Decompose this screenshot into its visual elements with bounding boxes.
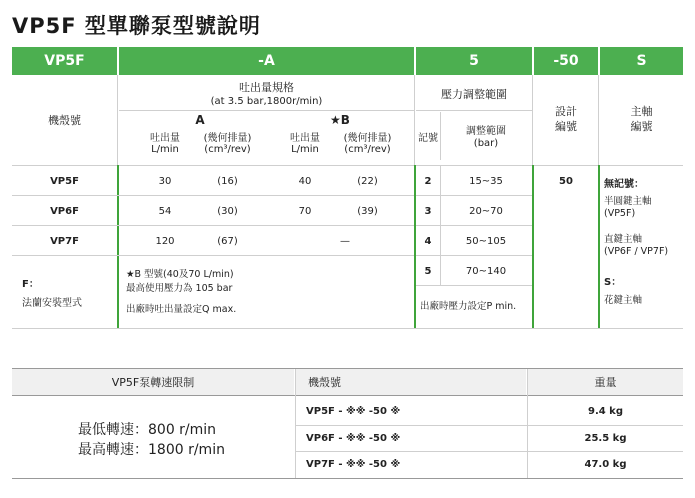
header-50: -50 — [534, 47, 598, 75]
pressure-code: 5 — [424, 265, 432, 277]
pressure-range-label: 壓力調整範圍 — [441, 88, 507, 101]
pressure-range-line — [416, 110, 532, 111]
disp-unit-a: (cm³/rev) — [204, 143, 251, 155]
adjust-unit: (bar) — [473, 137, 499, 149]
shaft-straight1: 直鍵主軸 — [604, 233, 643, 245]
header-vp5f: VP5F — [12, 47, 117, 75]
prow-line-3 — [416, 255, 532, 256]
code-divider — [440, 112, 441, 160]
flange-label: F： — [22, 278, 39, 290]
model-cell: VP5F — [50, 175, 79, 187]
speed-vline-1 — [295, 369, 296, 478]
note-b-line3: 出廠時吐出量設定Q max. — [126, 303, 237, 315]
speed-model: VP6F - ※※ -50 ※ — [306, 432, 401, 444]
b-flow-cell: 70 — [298, 205, 312, 217]
disp-b: (幾何排量) — [343, 132, 392, 144]
disp-unit-b: (cm³/rev) — [344, 143, 391, 155]
code-label: 記號 — [418, 132, 438, 144]
header-5: 5 — [416, 47, 532, 75]
green-sep-1 — [117, 165, 119, 328]
header-a: -A — [119, 47, 414, 75]
shaft-label-2: 編號 — [630, 120, 653, 133]
flow-condition: (at 3.5 bar,1800r/min) — [210, 95, 323, 107]
b-disp-cell: (39) — [357, 205, 378, 217]
adjust-range-label: 調整範圍 — [466, 125, 506, 137]
model-cell: VP6F — [50, 205, 79, 217]
note-b-line1: ★B 型號(40及70 L/min) — [126, 268, 234, 280]
design-number: 50 — [559, 175, 573, 187]
speed-header-weight: 重量 — [528, 369, 683, 395]
design-label-2: 編號 — [555, 120, 577, 133]
prow-line-1 — [416, 195, 532, 196]
a-flow-cell: 120 — [155, 235, 175, 247]
table-bottom-line — [12, 328, 683, 329]
sub-vline-4 — [598, 75, 599, 165]
sub-vline-2 — [414, 75, 415, 165]
shaft-s-label: S： — [604, 276, 622, 288]
speed-row-line-1 — [296, 425, 683, 426]
shaft-none-desc2: (VP5F) — [604, 208, 636, 219]
row-line-2 — [12, 225, 414, 226]
header-s: S — [600, 47, 683, 75]
speed-header-line — [12, 395, 683, 396]
min-speed: 最低轉速：800 r/min — [78, 422, 217, 438]
shaft-none-desc1: 半圓鍵主軸 — [604, 195, 652, 207]
speed-weight: 47.0 kg — [584, 458, 627, 470]
a-disp-cell: (30) — [217, 205, 238, 217]
shaft-straight2: (VP6F / VP7F) — [604, 246, 669, 257]
row-line-3 — [12, 255, 414, 256]
prow-line-2 — [416, 225, 532, 226]
sub-vline-1 — [117, 75, 118, 165]
col-b-label: ★B — [330, 113, 350, 127]
model-cell: VP7F — [50, 235, 79, 247]
speed-model: VP7F - ※※ -50 ※ — [306, 458, 401, 470]
sub-vline-3 — [532, 75, 533, 165]
pressure-code: 4 — [424, 235, 432, 247]
flow-spec-line — [119, 110, 414, 111]
shaft-s-desc: 花鍵主軸 — [604, 294, 643, 306]
green-sep-4 — [598, 165, 600, 328]
flow-b: 吐出量 — [290, 132, 320, 144]
b-flow-cell: 40 — [298, 175, 312, 187]
flange-desc: 法蘭安裝型式 — [22, 297, 82, 309]
flow-spec: 吐出量規格 — [239, 81, 294, 94]
speed-weight: 25.5 kg — [584, 432, 627, 444]
subheader-bottom-line — [12, 165, 683, 166]
speed-header-limit: VP5F泵轉速限制 — [12, 369, 294, 395]
speed-table-bottom — [12, 478, 683, 479]
b-dash-cell: — — [340, 235, 350, 247]
speed-header-model: 機殼號 — [296, 369, 526, 395]
pressure-range: 20~70 — [469, 205, 503, 217]
note-b-line2: 最高使用壓力為 105 bar — [126, 282, 233, 294]
pressure-code: 2 — [424, 175, 432, 187]
prow-line-4 — [416, 285, 532, 286]
col-a-label: A — [195, 113, 205, 127]
speed-row-line-2 — [296, 451, 683, 452]
pressure-code: 3 — [424, 205, 432, 217]
flow-unit-a: L/min — [151, 143, 179, 155]
flow-a: 吐出量 — [150, 132, 180, 144]
max-speed: 最高轉速：1800 r/min — [78, 442, 225, 458]
speed-weight: 9.4 kg — [587, 405, 623, 417]
a-flow-cell: 30 — [158, 175, 172, 187]
speed-model: VP5F - ※※ -50 ※ — [306, 405, 401, 417]
b-disp-cell: (22) — [357, 175, 378, 187]
shaft-none-label: 無記號： — [604, 178, 644, 190]
pressure-range: 70~140 — [465, 265, 507, 277]
page-title: VP5F 型單聯泵型號說明 — [12, 14, 261, 38]
model-label: 機殼號 — [48, 114, 81, 127]
design-label-1: 設計 — [555, 105, 577, 118]
pressure-range: 15~35 — [469, 175, 503, 187]
note-pressure: 出廠時壓力設定P min. — [420, 301, 517, 312]
disp-a: (幾何排量) — [203, 132, 252, 144]
a-flow-cell: 54 — [158, 205, 172, 217]
row-line-1 — [12, 195, 414, 196]
shaft-label-1: 主軸 — [630, 105, 653, 118]
pressure-range: 50~105 — [465, 235, 507, 247]
a-disp-cell: (16) — [217, 175, 238, 187]
flow-unit-b: L/min — [291, 143, 319, 155]
a-disp-cell: (67) — [217, 235, 238, 247]
